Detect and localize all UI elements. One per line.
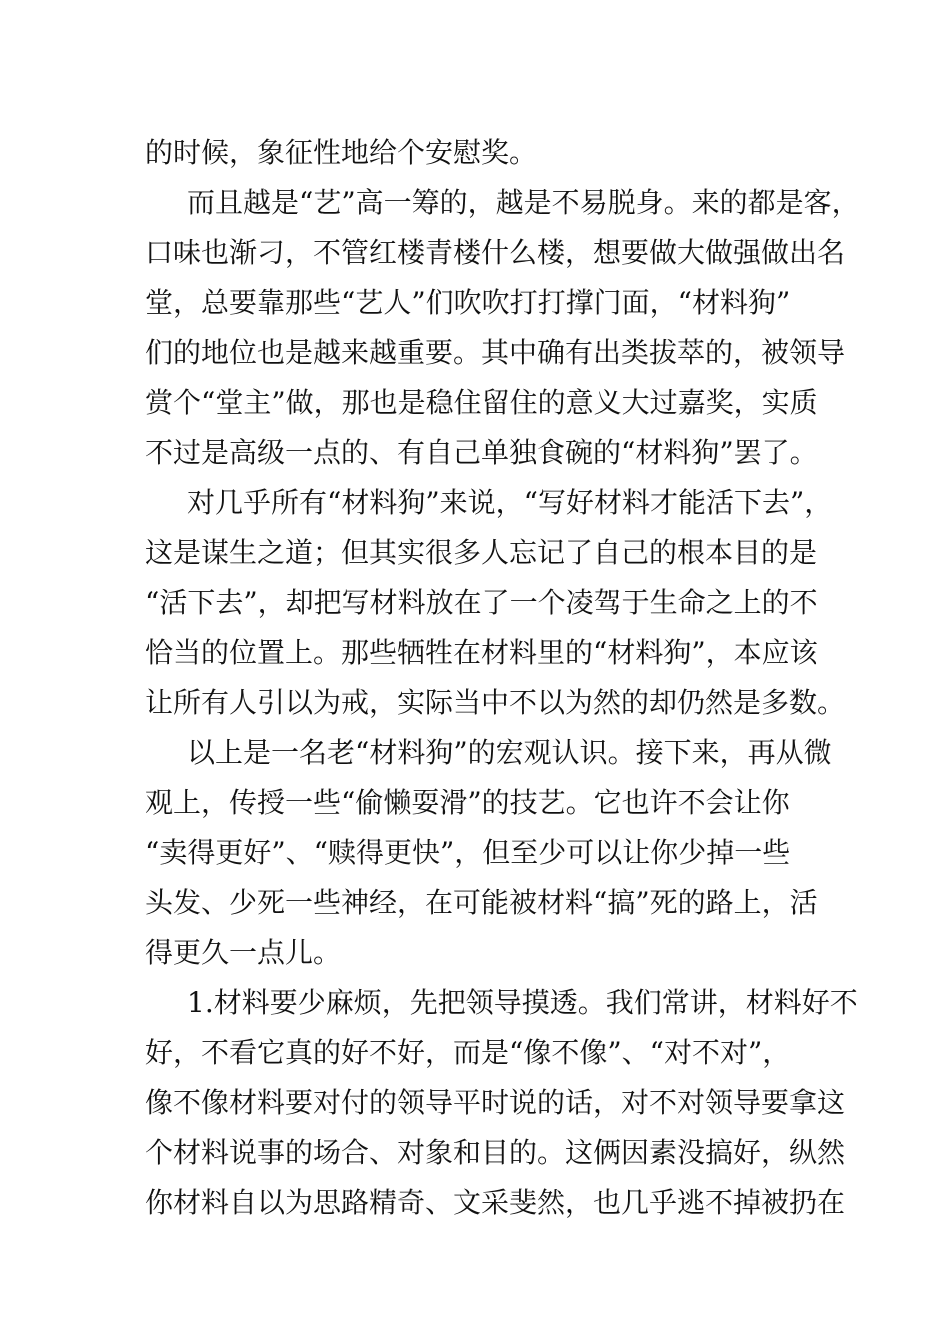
text-line: 堂，总要靠那些“艺人”们吹吹打打撑门面，“材料狗” [145,286,791,319]
text-line: 不过是高级一点的、有自己单独食碗的“材料狗”罢了。 [145,436,818,469]
text-line: 们的地位也是越来越重要。其中确有出类拔萃的，被领导 [145,336,846,369]
text-line: 让所有人引以为戒，实际当中不以为然的却仍然是多数。 [145,686,846,719]
text-line: “活下去”，却把写材料放在了一个凌驾于生命之上的不 [145,586,818,619]
text-line: 像不像材料要对付的领导平时说的话，对不对领导要拿这 [145,1086,846,1119]
text-line: 这是谋生之道；但其实很多人忘记了自己的根本目的是 [145,536,818,569]
text-line: 的时候，象征性地给个安慰奖。 [145,136,538,169]
text-line: 好，不看它真的好不好，而是“像不像”、“对不对”， [145,1036,791,1069]
text-line: 观上，传授一些“偷懒耍滑”的技艺。它也许不会让你 [145,786,790,819]
text-line: 赏个“堂主”做，那也是稳住留住的意义大过嘉奖，实质 [145,386,818,419]
text-line: 1.材料要少麻烦，先把领导摸透。我们常讲，材料好不 [187,986,858,1019]
text-line: 以上是一名老“材料狗”的宏观认识。接下来，再从微 [187,736,832,769]
text-line: 对几乎所有“材料狗”来说，“写好材料才能活下去”， [187,486,833,519]
text-line: 口味也渐刁，不管红楼青楼什么楼，想要做大做强做出名 [145,236,846,269]
text-line: 头发、少死一些神经，在可能被材料“搞”死的路上，活 [145,886,818,919]
text-line: 得更久一点儿。 [145,936,342,969]
text-line: “卖得更好”、“赎得更快”，但至少可以让你少掉一些 [145,836,791,869]
text-line: 而且越是“艺”高一筹的，越是不易脱身。来的都是客， [187,186,860,219]
document-body [145,128,860,1228]
text-line: 个材料说事的场合、对象和目的。这俩因素没搞好，纵然 [145,1136,846,1169]
text-line: 恰当的位置上。那些牺牲在材料里的“材料狗”，本应该 [145,636,818,669]
text-line: 你材料自以为思路精奇、文采斐然，也几乎逃不掉被扔在 [145,1186,846,1219]
